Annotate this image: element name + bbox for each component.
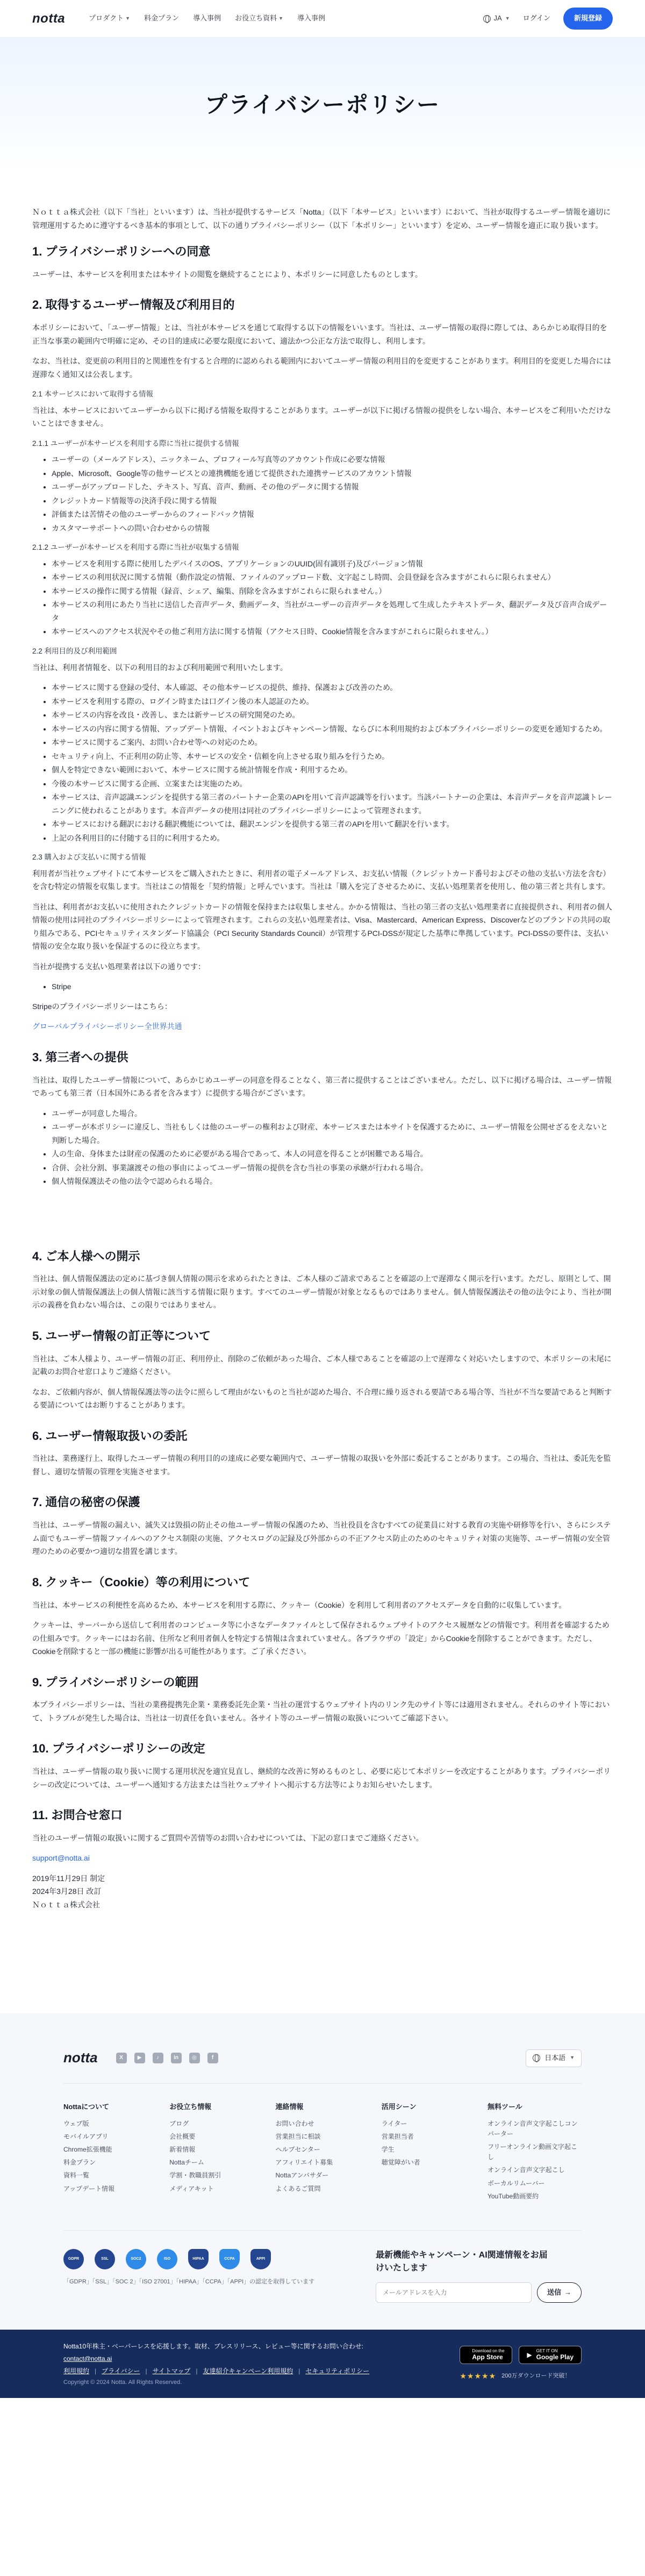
appi-badge-icon: APPI bbox=[250, 2249, 271, 2269]
iso-badge-icon: ISO bbox=[157, 2249, 177, 2269]
subsection-2-2-text: 当社は、利用者情報を、以下の利用目的および利用範囲で利用いたします。 bbox=[32, 663, 288, 672]
newsletter-title: 最新機能やキャンペーン・AI関連情報をお届けいたします bbox=[375, 2250, 548, 2273]
footer-link[interactable]: フリーオンライン動画文字起こし bbox=[488, 2143, 577, 2161]
chevron-down-icon: ▼ bbox=[125, 15, 131, 21]
legal-links bbox=[63, 2365, 369, 2378]
section-1-title: 1. プライバシーポリシーへの同意 bbox=[32, 245, 211, 258]
section-7-title: 7. 通信の秘密の保護 bbox=[32, 1495, 140, 1509]
google-play-text: Google Play bbox=[536, 2353, 574, 2361]
footer-language-select[interactable] bbox=[526, 2049, 582, 2067]
list-item: • Stripe bbox=[52, 980, 613, 994]
section-6-text: 当社は、業務遂行上、取得したユーザー情報の利用目的の達成に必要な範囲内で、ユーザー情報の取扱いを外部に委託することがあります。この場合、当社は、委託先を監督し、適切な情報の管理を実施させます。 bbox=[32, 1454, 611, 1476]
section-9-title: 9. プライバシーポリシーの範囲 bbox=[32, 1675, 199, 1689]
section-2-text: 本ポリシーにおいて、「ユーザー情報」とは、当社が本サービスを通じて取得する以下の情報をいいます。当社は、ユーザー情報の取得に際しては、あらかじめ取得目的を正当な事業の範囲内で明確に定め、その目的達成に必要な限度において、適法かつ公正な方法で取得し、利用します。 bbox=[32, 323, 607, 345]
globe-icon bbox=[533, 2054, 540, 2062]
list-item: • 合併、会社分割、事業譲渡その他の事由によってユーザー情報の提供を含む当社の事業の承継が行われる場合。 bbox=[52, 1161, 613, 1175]
footer-column-title: 活用シーン bbox=[381, 2102, 417, 2111]
footer-columns bbox=[63, 2084, 582, 2204]
linkedin-icon[interactable]: in bbox=[171, 2053, 182, 2063]
bottom-bar bbox=[0, 2330, 645, 2398]
subsection-2-3-text: 当社は、利用者がお支払いに使用されたクレジットカードの情報を保持または収集しません。かかる情報は、当社の第三者の支払い処理業者に直接提供され、利用者の個人情報の使用は同社のプライバシーポリシーによって管理されます。これらの支払い処理業者は、Visa、Mastercard、American Express、Discoverなどのブランドの共同の取り組みである、PCIセキュリティスタンダード協議会（PCI Security Standards Council）が管理するPCI-DSSが規定した基準に準拠しています。PCI-DSSの要件は、支払い情報の安全な取り扱いを保証するのに役立ちます。 bbox=[32, 902, 612, 951]
payment-processor-list bbox=[52, 980, 613, 994]
header-actions bbox=[483, 8, 613, 30]
globe-icon bbox=[483, 15, 491, 23]
google-play-small-label: GET IT ON bbox=[536, 2348, 558, 2354]
newsletter-submit-label: 送信 bbox=[547, 2288, 561, 2296]
sitemap-link[interactable]: サイトマップ bbox=[152, 2367, 191, 2375]
list-item: • 本サービスの利用状況に関する情報（動作設定の情報、ファイルのアップロード数、文字起こし時間、会員登録を含みますがこれらに限られません） bbox=[52, 571, 613, 584]
nav-cases-2[interactable] bbox=[297, 12, 325, 25]
play-icon: ▶ bbox=[527, 2351, 532, 2359]
stripe-policy-link[interactable]: グローバルプライバシーポリシー全世界共通 bbox=[32, 1022, 182, 1031]
section-8-text: 当社は、本サービスの利便性を高めるため、本サービスを利用する際に、クッキー（Cookie）を利用して利用者のアクセスデータを自動的に収集しています。 bbox=[32, 1600, 567, 1609]
nav-label: プロダクト bbox=[89, 14, 124, 23]
footer-link[interactable]: メディアキット bbox=[169, 2184, 214, 2192]
separator: | bbox=[95, 2367, 97, 2375]
instagram-icon[interactable]: ◎ bbox=[189, 2053, 200, 2063]
footer-link[interactable]: 料金プラン bbox=[63, 2159, 96, 2167]
gdpr-badge-icon: GDPR bbox=[63, 2249, 84, 2269]
section-10-title: 10. プライバシーポリシーの改定 bbox=[32, 1742, 205, 1756]
app-store-text: App Store bbox=[472, 2353, 503, 2361]
newsletter-email-input[interactable] bbox=[376, 2282, 532, 2303]
section-3-text: 当社は、取得したユーザー情報について、あらかじめユーザーの同意を得ることなく、第三者に提供することはございません。ただし、以下に掲げる場合は、ユーザー情報であっても第三者（日本国外にある者を含みます）に提供する場合がございます。 bbox=[32, 1075, 612, 1098]
x-icon[interactable]: X bbox=[116, 2053, 127, 2063]
footer-link[interactable]: よくあるご質問 bbox=[275, 2184, 321, 2192]
footer-link[interactable]: お問い合わせ bbox=[275, 2119, 314, 2127]
section-7-text: 当社は、ユーザー情報の漏えい、滅失又は毀損の防止その他ユーザー情報の保護のため、当社役員を含むすべての従業員に対する教育の実施や研修等を行い、さらにシステム面でもユーザー情報ファイルへのアクセス制限の実施、アクセスログの記録及び外部からの不正アクセス防止のためのセキュリティ対策の実施等、ユーザー情報の安全管理のための必要かつ適切な措置を講じます。 bbox=[32, 1521, 611, 1556]
footer-link[interactable]: ヘルプセンター bbox=[275, 2146, 320, 2154]
list-item: • 本サービスの操作に関する情報（録音、シェア、編集、削除を含みますがこれらに限られません。） bbox=[52, 585, 613, 598]
terms-link[interactable]: 利用規約 bbox=[63, 2367, 90, 2375]
purpose-list bbox=[52, 681, 613, 845]
subsection-2-1-2-title: 2.1.2 ユーザーが本サービスを利用する際に当社が収集する情報 bbox=[32, 543, 239, 552]
certifications bbox=[63, 2249, 314, 2303]
section-4-text: 当社は、個人情報保護法の定めに基づき個人情報の開示を求められたときは、ご本人様のご請求であることを確認の上で遅滞なく開示を行います。ただし、原則として、開示対象の個人情報保護法上の個人情報に該当する情報に限ります。すべてのユーザー情報が対象となるものではありません。個人情報保護法その他の法令により、当社が開示の義務を負わない場合は、この限りではありません。 bbox=[32, 1274, 612, 1310]
third-party-list bbox=[52, 1107, 613, 1188]
nav-resources[interactable] bbox=[235, 12, 283, 25]
footer-link[interactable]: 資料一覧 bbox=[63, 2171, 90, 2180]
arrow-right-icon: → bbox=[564, 2288, 571, 2296]
list-item: • ユーザーが本ポリシーに違反し、当社もしくは他のユーザーの権利および財産、本サービスまたは本サイトを保護するために、ユーザー情報を公開せざるをえないと判断した場合。 bbox=[52, 1120, 613, 1147]
subsection-2-3-text: 利用者が当社ウェブサイトにて本サービスをご購入されたときに、利用者の電子メールアドレス、お支払い情報（クレジットカード番号およびその他の支払い方法を含む）を含む特定の情報を収集します。当社はこの情報を「契約情報」と呼んでいます。当社は「購入を完了させるために、支払い処理業者を使用し、他の第三者と共有します。 bbox=[32, 869, 611, 891]
main-nav bbox=[89, 12, 483, 25]
site-header bbox=[0, 0, 645, 38]
revised-date: 2024年3月28日 改訂 bbox=[32, 1887, 102, 1896]
footer-column-free-tools bbox=[488, 2101, 582, 2204]
section-5-text: なお、ご依頼内容が、個人情報保護法等の法令に照らして理由がないものと当社が認めた場合、不合理に繰り返される要請である場合等、当社が不当な要請であると判断する要請についてはお断りすることがあります。 bbox=[32, 1387, 612, 1410]
spacer bbox=[32, 1195, 613, 1232]
list-item: • 本サービスを利用する際に使用したデバイスのOS、アプリケーションのUUID(固有識別子)及びバージョン情報 bbox=[52, 557, 613, 571]
footer-column-title: 連絡情報 bbox=[275, 2102, 304, 2111]
chevron-down-icon: ▼ bbox=[505, 15, 510, 21]
app-store-small-label: Download on the bbox=[472, 2348, 505, 2354]
subsection-2-1-text: 当社は、本サービスにおいてユーザーから以下に掲げる情報を取得することがあります。ユーザーが以下に掲げる情報の提供をしない場合、本サービスをご利用いただけないことはできません。 bbox=[32, 406, 611, 428]
chevron-down-icon: ▼ bbox=[278, 15, 284, 21]
footer-link[interactable]: 営業担当者 bbox=[381, 2132, 414, 2140]
footer-top bbox=[63, 2046, 582, 2084]
newsletter-submit-button[interactable] bbox=[537, 2282, 582, 2303]
list-item: • 評価または苦情その他のユーザーからのフィードバック情報 bbox=[52, 508, 613, 521]
section-4-title: 4. ご本人様への開示 bbox=[32, 1249, 140, 1263]
nav-label: 導入事例 bbox=[193, 14, 221, 23]
press-contact-line bbox=[63, 2340, 369, 2353]
footer-link[interactable]: 学生 bbox=[381, 2146, 395, 2154]
footer-link[interactable]: アップデート情報 bbox=[63, 2184, 115, 2192]
footer-bottom bbox=[63, 2230, 582, 2303]
referral-terms-link[interactable]: 友達紹介キャンペーン利用規約 bbox=[203, 2367, 293, 2375]
hipaa-badge-icon: HIPAA bbox=[188, 2249, 209, 2269]
site-footer bbox=[0, 2013, 645, 2330]
collected-info-list bbox=[52, 557, 613, 638]
footer-link[interactable]: Nottaアンバサダー bbox=[275, 2171, 329, 2180]
support-email-link[interactable]: support@notta.ai bbox=[32, 1854, 90, 1863]
section-8-title: 8. クッキー（Cookie）等の利用について bbox=[32, 1575, 250, 1589]
list-item: • 個人情報保護法その他の法令で認められる場合。 bbox=[52, 1175, 613, 1188]
page-title: プライバシーポリシー bbox=[205, 92, 440, 118]
footer-link[interactable]: ボーカルリムーバー bbox=[488, 2179, 545, 2187]
app-store-label bbox=[472, 2349, 504, 2361]
security-policy-link[interactable]: セキュリティポリシー bbox=[305, 2367, 370, 2375]
subsection-2-3-title: 2.3 購入および支払いに関する情報 bbox=[32, 853, 146, 862]
section-9-text: 本プライバシーポリシーは、当社の業務提携先企業・業務委託先企業・当社の運営するウェブサイト内のリンク先のサイト等には適用されません。それらのサイト等において、トラブルが発生した場合は、当社は一切責任を負いません。各サイト等のユーザー情報の取扱いについてご確認下さい。 bbox=[32, 1700, 610, 1722]
footer-link[interactable]: オンライン音声文字起こし bbox=[488, 2166, 565, 2174]
footer-column-title: お役立ち情報 bbox=[169, 2102, 212, 2111]
provided-info-list bbox=[52, 453, 613, 535]
nav-cases[interactable] bbox=[193, 12, 221, 25]
list-item: • 本サービスの利用にあたり当社に送信した音声データ、動画データ、当社がユーザーの音声データを処理して生成したテキストデータ、翻訳データ及び音声合成データ bbox=[52, 598, 613, 625]
list-item: • 今後の本サービスに関する企画、立案または実施のため。 bbox=[52, 777, 613, 791]
section-11-text: 当社のユーザー情報の取扱いに関するご質問や苦情等のお問い合わせについては、下記の窓口までご連絡ください。 bbox=[32, 1833, 424, 1842]
copyright: Copyright © 2024 Notta. All Rights Reserved. bbox=[63, 2379, 182, 2386]
footer-column-title: 無料ツール bbox=[488, 2102, 522, 2111]
list-item: • 本サービスへのアクセス状況やその他ご利用方法に関する情報（アクセス日時、Cookie情報を含みますがこれらに限られません。） bbox=[52, 625, 613, 638]
policy-content bbox=[0, 172, 645, 1911]
certification-badges bbox=[63, 2249, 314, 2269]
language-label: JA bbox=[493, 14, 502, 23]
google-play-button[interactable] bbox=[519, 2346, 582, 2364]
press-contact-email-link[interactable]: contact@notta.ai bbox=[63, 2354, 112, 2362]
youtube-icon[interactable]: ▶ bbox=[134, 2053, 145, 2063]
list-item: • 個人を特定できない範囲において、本サービスに関する統計情報を作成・利用するため。 bbox=[52, 763, 613, 777]
app-store-button[interactable] bbox=[460, 2346, 512, 2364]
list-item: • ユーザーの（メールアドレス）、ニックネーム、プロフィール写真等のアカウント作成に必要な情報 bbox=[52, 453, 613, 466]
separator: | bbox=[298, 2367, 300, 2375]
list-item: • ユーザーがアップロードした、テキスト、写真、音声、動画、その他のデータに関する情報 bbox=[52, 480, 613, 494]
footer-link[interactable]: 聴覚障がい者 bbox=[381, 2159, 420, 2167]
list-item: • 本サービスの内容を改良・改善し、または新サービスの研究開発のため。 bbox=[52, 708, 613, 722]
list-item: • 本サービスにおける翻訳における翻訳機能については、翻訳エンジンを提供する第三者のAPIを用いて翻訳を行います。 bbox=[52, 818, 613, 831]
section-2-text: なお、当社は、変更前の利用目的と関連性を有すると合理的に認められる範囲内においてユーザー情報の利用目的を変更することがあります。利用目的を変更した場合には遅滞なく通知又は公表します。 bbox=[32, 357, 611, 379]
list-item: • 上記の各利用目的に付随する目的に利用するため。 bbox=[52, 832, 613, 845]
store-buttons bbox=[460, 2346, 582, 2364]
footer-column-use-cases bbox=[382, 2101, 476, 2204]
subsection-2-1-1-title: 2.1.1 ユーザーが本サービスを利用する際に当社に提供する情報 bbox=[32, 439, 239, 448]
stripe-policy-text: Stripeのプライバシーポリシーはこちら： bbox=[32, 1002, 172, 1011]
footer-link[interactable]: ウェブ版 bbox=[63, 2119, 89, 2127]
hero-banner bbox=[0, 38, 645, 172]
footer-link[interactable]: 会社概要 bbox=[169, 2132, 196, 2140]
list-item: • カスタマーサポートへの問い合わせからの情報 bbox=[52, 522, 613, 535]
footer-column-resources bbox=[169, 2101, 263, 2204]
section-3-title: 3. 第三者への提供 bbox=[32, 1050, 128, 1064]
footer-link[interactable]: 営業担当に相談 bbox=[275, 2132, 321, 2140]
footer-link[interactable]: モバイルアプリ bbox=[63, 2132, 109, 2140]
section-6-title: 6. ユーザー情報取扱いの委託 bbox=[32, 1429, 188, 1443]
list-item: • 本サービスを利用する際の、ログイン時または口グイン後の本人認証のため。 bbox=[52, 695, 613, 708]
footer-column-title: Nottaについて bbox=[63, 2102, 109, 2111]
company-name: Ｎｏｔｔａ株式会社 bbox=[32, 1900, 100, 1909]
privacy-link[interactable]: プライバシー bbox=[102, 2367, 140, 2375]
nav-pricing[interactable] bbox=[144, 12, 179, 25]
list-item: • Apple、Microsoft、Google等の他サービスとの連携機能を通じて提供された連携サービスのアカウント情報 bbox=[52, 467, 613, 480]
footer-link[interactable]: 新着情報 bbox=[169, 2146, 196, 2154]
list-item: • 本サービスは、音声認識エンジンを提供する第三者のパートナー企業のAPIを用いて音声認識等を行います。当該パートナーの企業は、本音声データを音声認識トレーニングに使われることがあります。本音声データの使用は同社のプライバシーポリシーによって管理されます。 bbox=[52, 791, 613, 817]
social-links bbox=[116, 2053, 526, 2063]
newsletter bbox=[376, 2249, 582, 2303]
facebook-icon[interactable]: f bbox=[207, 2053, 218, 2063]
document-signature bbox=[32, 1872, 613, 1912]
section-8-text: クッキーは、サーバーから送信して利用者のコンピュータ等に小さなデータファイルとして保存されるウェブサイトのアクセス履歴などの情報です。利用者を確認するための仕組みです。クッキーにはお名前、住所など利用者個人を特定する情報は含まれていません。各ブラウザの「設定」からCookieを削除することができます。ただし、Cookieを削除すると一部の機能に影響が出る可能性があります。ご了承ください。 bbox=[32, 1621, 610, 1656]
footer-link[interactable]: アフィリエイト募集 bbox=[275, 2159, 333, 2167]
tiktok-icon[interactable]: ♪ bbox=[153, 2053, 163, 2063]
footer-link[interactable]: 学割・教職員割引 bbox=[169, 2171, 221, 2180]
separator: | bbox=[196, 2367, 198, 2375]
footer-link[interactable]: Nottaチーム bbox=[169, 2159, 204, 2167]
ccpa-badge-icon: CCPA bbox=[219, 2249, 240, 2269]
login-link[interactable]: ログイン bbox=[522, 14, 550, 23]
separator: | bbox=[145, 2367, 147, 2375]
legal-info bbox=[63, 2340, 369, 2388]
newsletter-form bbox=[376, 2282, 582, 2303]
press-contact-text: Notta10年株主・ベーパーレスを応援します。取材、プレスリリース、レビュー等に関するお問い合わせ: bbox=[63, 2342, 364, 2350]
ssl-badge-icon: SSL bbox=[95, 2249, 115, 2269]
intro-text: Ｎｏｔｔａ株式会社（以下「当社」といいます）は、当社が提供するサービス「Notta」（以下「本サービス」といいます）において、当社が取得するユーザー情報を適切に管理運用するために遵守するべき基本的事項として、以下の通りプライバシーポリシー（以下「本ポリシー」といいます）を定め、ユーザー情報を適正に取り扱います。 bbox=[32, 208, 611, 230]
footer-language-label: 日本語 bbox=[544, 2053, 566, 2062]
rating bbox=[460, 2369, 582, 2383]
list-item: • 本サービスに関するご案内、お問い合わせ等への対応のため。 bbox=[52, 736, 613, 749]
list-item: • セキュリティ向上、不正利用の防止等、本サービスの安全・信頼を向上させる取り組みを行うため。 bbox=[52, 750, 613, 763]
section-1-text: ユーザーは、本サービスを利用または本サイトの閲覧を継続することにより、本ポリシーに同意したものとします。 bbox=[32, 269, 422, 279]
section-11-title: 11. お問合せ窓口 bbox=[32, 1808, 123, 1822]
star-rating-icon: ★★★★★ bbox=[460, 2372, 497, 2381]
list-item: • 本サービスの内容に関する情報、アップデート情報、イベントおよびキャンペーン情報、ならびに本利用規約および本プライバシーポリシーの変更を通知するため。 bbox=[52, 722, 613, 736]
subsection-2-2-title: 2.2 利用目的及び利用範囲 bbox=[32, 647, 117, 655]
subsection-2-3-text: 当社が提携する支払い処理業者は以下の通りです： bbox=[32, 962, 205, 971]
footer-link[interactable]: オンライン音声文字起こしコンバーター bbox=[488, 2119, 578, 2138]
list-item: • クレジットカード情報等の決済手段に関する情報 bbox=[52, 494, 613, 508]
enacted-date: 2019年11月29日 制定 bbox=[32, 1874, 105, 1883]
signup-button[interactable]: 新規登録 bbox=[563, 8, 613, 30]
nav-label: 料金プラン bbox=[144, 14, 180, 23]
google-play-label bbox=[536, 2349, 574, 2361]
language-switcher[interactable] bbox=[483, 12, 510, 25]
section-2-title: 2. 取得するユーザー情報及び利用目的 bbox=[32, 298, 235, 312]
subsection-2-1-title: 2.1 本サービスにおいて取得する情報 bbox=[32, 390, 154, 399]
list-item: • 人の生命、身体または財産の保護のために必要がある場合であって、本人の同意を得ることが困難である場合。 bbox=[52, 1147, 613, 1161]
list-item: • ユーザーが同意した場合。 bbox=[52, 1107, 613, 1120]
download-count: 200万ダウンロード突破！ bbox=[501, 2372, 571, 2379]
notta-logo[interactable]: notta bbox=[32, 11, 66, 26]
footer-column-contact bbox=[276, 2101, 370, 2204]
soc2-badge-icon: SOC2 bbox=[126, 2249, 146, 2269]
nav-label: お役立ち資料 bbox=[235, 14, 277, 23]
footer-link[interactable]: Chrome拡張機能 bbox=[63, 2146, 112, 2154]
footer-link[interactable]: ブログ bbox=[169, 2119, 189, 2127]
list-item: • 本サービスに関する登録の受付、本人確認、その他本サービスの提供、維持、保護および改善のため。 bbox=[52, 681, 613, 694]
chevron-down-icon: ▼ bbox=[570, 2055, 575, 2061]
section-5-title: 5. ユーザー情報の訂正等について bbox=[32, 1329, 211, 1343]
footer-link[interactable]: ライター bbox=[381, 2119, 407, 2127]
section-10-text: 当社は、ユーザー情報の取り扱いに関する運用状況を適宜見直し、継続的な改善に努めるものとし、必要に応じて本ポリシーを改定することがあります。プライバシーポリシーの改定については、ユーザーへ通知する方法または当社ウェブサイトへ掲示する方法等によりお知らせいたします。 bbox=[32, 1767, 611, 1789]
footer-link[interactable]: YouTube動画要約 bbox=[488, 2192, 539, 2200]
app-stores bbox=[460, 2346, 582, 2382]
section-5-text: 当社は、ご本人様より、ユーザー情報の訂正、利用停止、削除のご依頼があった場合、ご本人様であることを確認の上で遅滞なく対応いたしますので、本ポリシーの末尾に記載のお問合せ窓口よりご連絡ください。 bbox=[32, 1354, 612, 1376]
footer-logo[interactable]: notta bbox=[63, 2049, 98, 2066]
nav-products[interactable] bbox=[89, 12, 130, 25]
nav-label: 導入事例 bbox=[297, 14, 326, 23]
footer-column-about bbox=[63, 2101, 157, 2204]
certification-note: 「GDPR」「SSL」「SOC 2」「ISO 27001」「HIPAA」「CCPA」「APPI」の認定を取得しています bbox=[63, 2278, 315, 2285]
